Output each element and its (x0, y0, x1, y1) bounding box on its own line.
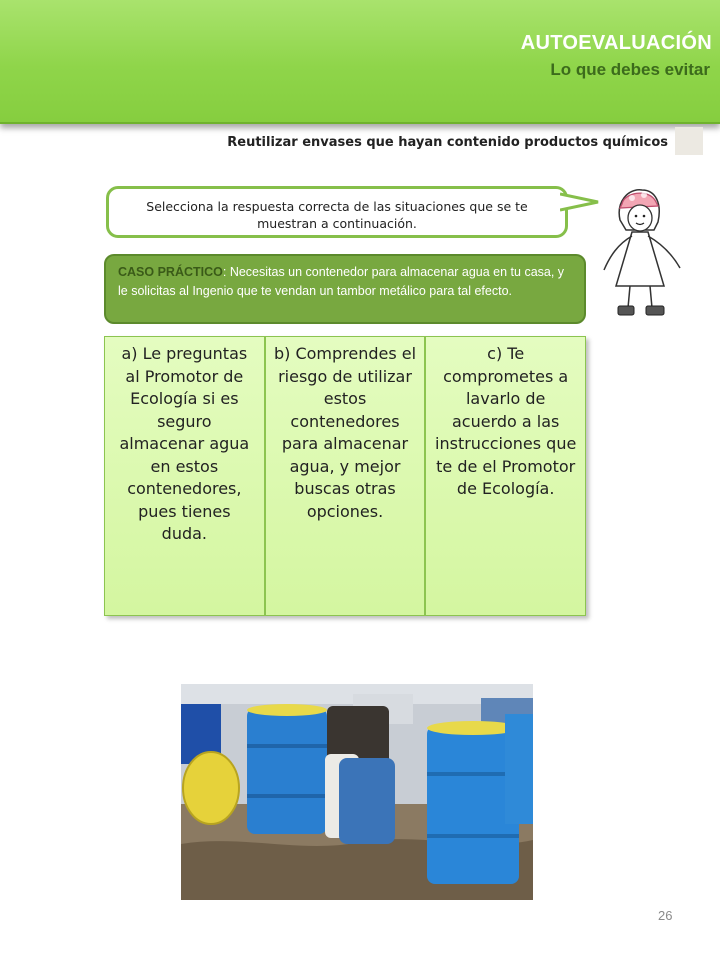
header-subtitle: Lo que debes evitar (550, 60, 710, 79)
girl-with-hardhat-icon (598, 182, 688, 324)
topic-heading: Reutilizar envases que hayan contenido productos químicos (227, 135, 668, 150)
header-banner (0, 0, 720, 124)
topic-marker-box (675, 127, 703, 155)
header-title: AUTOEVALUACIÓN (520, 32, 712, 54)
practical-case-text: : Necesitas un contenedor para almacenar agua en tu casa, y le solicitas al Ingenio que te vendan un tambor metálico para tal efecto. (118, 265, 565, 298)
blue-barrels-photo (181, 684, 533, 900)
instruction-text: Selecciona la respuesta correcta de las situaciones que se te muestran a continuación. (146, 199, 528, 231)
option-b[interactable]: b) Comprendes el riesgo de utilizar estos contenedores para almacenar agua, y mejor buscas otras opciones. (265, 336, 426, 616)
option-a[interactable]: a) Le preguntas al Promotor de Ecología si es seguro almacenar agua en estos contenedores, pues tienes duda. (104, 336, 265, 616)
answer-options (104, 336, 586, 616)
option-c[interactable]: c) Te comprometes a lavarlo de acuerdo a las instrucciones que te de el Promotor de Ecología. (425, 336, 586, 616)
instruction-speech-bubble (106, 186, 568, 238)
practical-case-label: CASO PRÁCTICO (118, 265, 223, 279)
speech-bubble-tail-icon (560, 190, 600, 214)
practical-case-box (104, 254, 586, 324)
page-number: 26 (658, 908, 673, 923)
